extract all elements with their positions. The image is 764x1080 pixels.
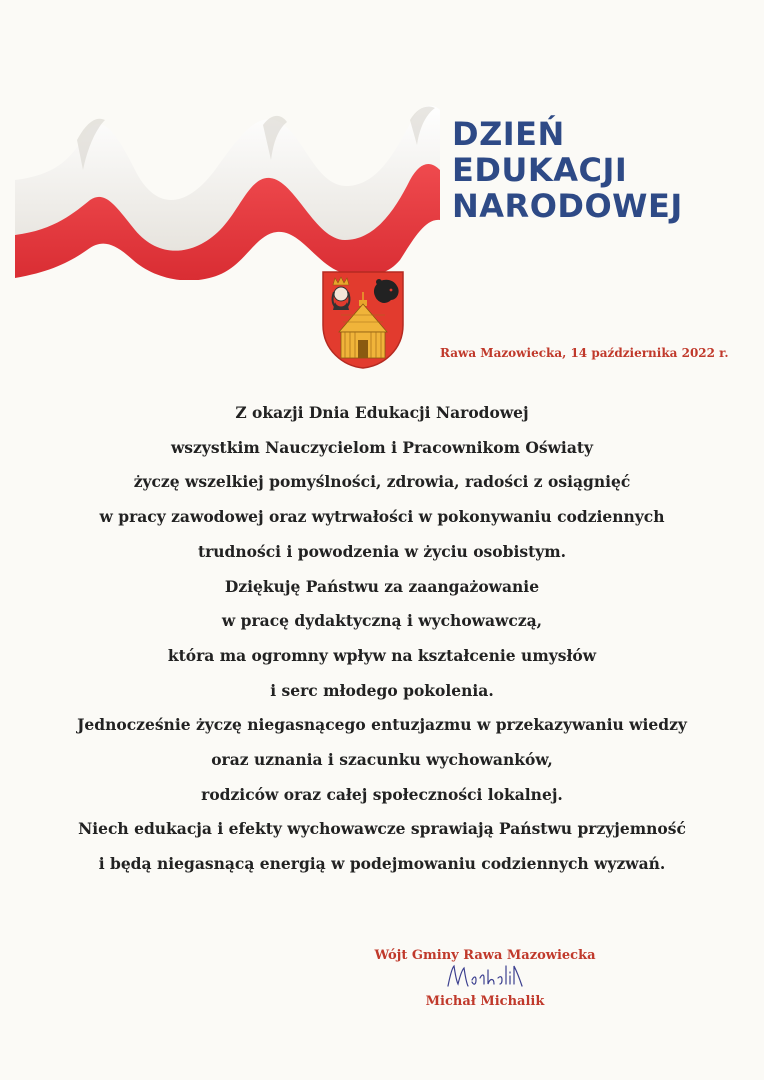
text-line: Dziękuję Państwu za zaangażowanie <box>224 576 540 596</box>
text-line: w pracy zawodowej oraz wytrwałości w pokonywaniu codziennych <box>99 507 665 527</box>
text-line: trudności i powodzenia w życiu osobistym. <box>197 541 567 561</box>
text-line: i będą niegasnącą energią w podejmowaniu codziennych wyzwań. <box>98 854 666 874</box>
signatory-name: Michał Michalik <box>425 994 545 1009</box>
text-line: w pracę dydaktyczną i wychowawczą, <box>221 611 543 631</box>
polish-flag-ribbon <box>15 100 445 280</box>
text-line: Jednocześnie życzę niegasnącego entuzjazmu w przekazywaniu wiedzy <box>77 715 687 735</box>
text-line: która ma ogromny wpływ na kształcenie umysłów <box>167 645 597 665</box>
text-line: życzę wszelkiej pomyślności, zdrowia, radości z osiągnięć <box>133 472 631 492</box>
text-line: i serc młodego pokolenia. <box>270 680 494 700</box>
greeting-text <box>40 396 724 882</box>
text-line: oraz uznania i szacunku wychowanków, <box>211 750 553 770</box>
signatory-title: Wójt Gminy Rawa Mazowiecka <box>374 948 596 963</box>
title-line-3: NARODOWEJ <box>452 187 683 225</box>
date-line: Rawa Mazowiecka, 14 października 2022 r. <box>440 346 729 360</box>
coat-of-arms-icon <box>321 270 405 370</box>
text-line: Niech edukacja i efekty wychowawcze sprawiają Państwu przyjemność <box>78 819 686 839</box>
title-line-2: EDUKACJI <box>452 151 628 189</box>
handwritten-signature <box>440 962 530 992</box>
text-line: Z okazji Dnia Edukacji Narodowej <box>235 403 529 422</box>
text-line: rodziców oraz całej społeczności lokalnej. <box>201 784 563 804</box>
title-line-1: DZIEŃ <box>452 115 565 153</box>
text-line: wszystkim Nauczycielom i Pracownikom Oświaty <box>170 437 594 457</box>
event-title <box>452 116 683 224</box>
